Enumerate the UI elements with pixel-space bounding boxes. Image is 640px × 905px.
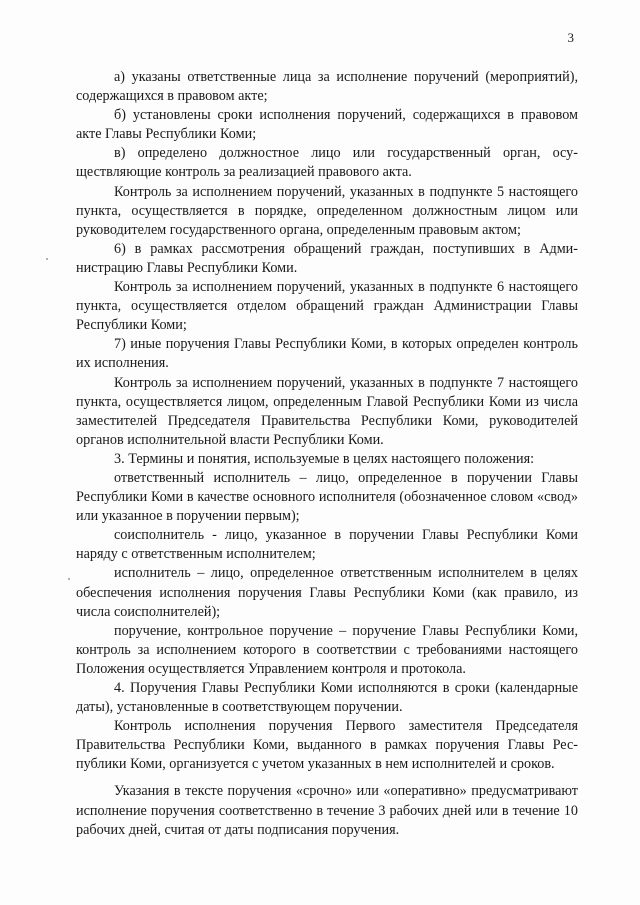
scan-speck: [68, 578, 70, 580]
paragraph-term-coexecutor: соисполнитель - лицо, указанное в поручении Главы Республики Коми наряду с ответственным исполнителем;: [76, 527, 578, 563]
paragraph-term-assignment: поручение, контрольное поручение – поручение Главы Республики Коми, контроль за исполнением которого в соответствии с требованиями настоящего Положения осуществляется Управлением контроля и протокола.: [76, 622, 578, 677]
paragraph-control-5: Контроль за исполнением поручений, указанных в подпункте 5 настоящего пункта, осуществляется в порядке, определенном должностным лицом или руководителем государственного органа, определенным правовым актом;: [76, 183, 578, 238]
paragraph-term-responsible: ответственный исполнитель – лицо, определенное в поручении Главы Республики Коми в качестве основного исполнителя (обозначенное словом «свод» или указанное в поручении первым);: [76, 469, 578, 525]
paragraph-item-7: 7) иные поручения Главы Республики Коми, в которых определен контроль их исполнения.: [76, 336, 578, 372]
paragraph-item-a: а) указаны ответственные лица за исполнение поручений (мероприятий), содержащихся в правовом акте;: [76, 69, 578, 105]
page-number: 3: [567, 30, 574, 45]
paragraph-first-deputy-control: Контроль исполнения поручения Первого заместителя Председателя Правительства Республики Коми, выданного в рамках поручения Главы Республики Коми, организуется с учетом указанных в нем исполнителей и сроков.: [76, 718, 578, 773]
paragraph-item-b: б) установлены сроки исполнения поручений, содержащихся в правовом акте Главы Республики Коми;: [76, 107, 578, 143]
paragraph-section-4: 4. Поручения Главы Республики Коми исполняются в сроки (календарные даты), установленные в соответствующем поручении.: [76, 680, 578, 716]
paragraph-control-6: Контроль за исполнением поручений, указанных в подпункте 6 настоящего пункта, осуществляется отделом обращений граждан Администрации Главы Республики Коми;: [76, 279, 578, 334]
paragraph-control-7: Контроль за исполнением поручений, указанных в подпункте 7 настоящего пункта, осуществляется лицом, определенным Главой Республики Коми из числа заместителей Председателя Правительства Республики Коми, руководителей органов исполнительной власти Республики Коми.: [76, 374, 578, 448]
document-body: [76, 68, 578, 840]
paragraph-urgent-instructions: Указания в тексте поручения «срочно» или «оперативно» предусматривают исполнение поручения соответственно в течение 3 рабочих дней или в течение 10 рабочих дней, считая от даты подписания поручения.: [76, 783, 578, 838]
scan-speck: [46, 258, 48, 260]
paragraph-term-executor: исполнитель – лицо, определенное ответственным исполнителем в целях обеспечения исполнения поручения Главы Республики Коми (как правило, из числа соисполнителей);: [76, 565, 578, 620]
paragraph-terms-heading: 3. Термины и понятия, используемые в целях настоящего положения:: [114, 450, 535, 467]
paragraph-item-v: в) определено должностное лицо или государственный орган, осуществляющие контроль за реализацией правового акта.: [76, 145, 578, 181]
paragraph-item-6: 6) в рамках рассмотрения обращений граждан, поступивших в Администрацию Главы Республики Коми.: [76, 240, 578, 276]
